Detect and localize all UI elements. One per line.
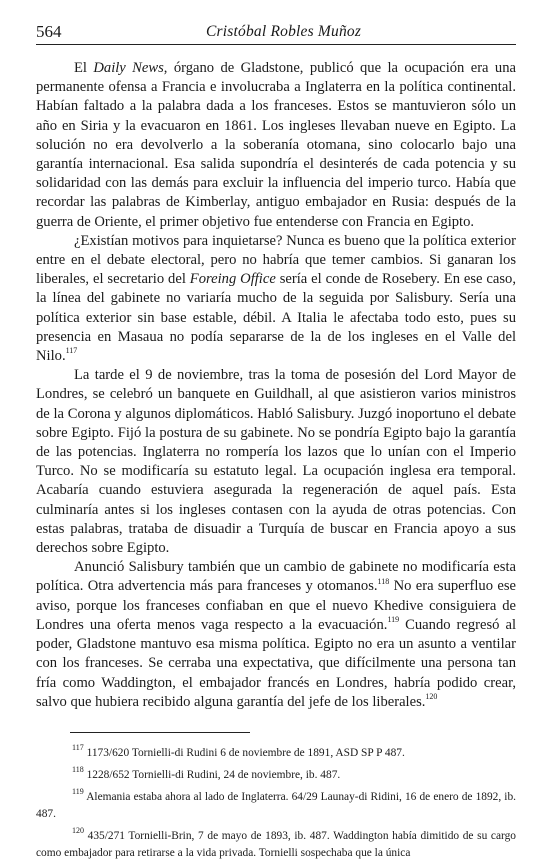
newspaper-name: Daily News bbox=[93, 60, 164, 76]
footnote-reference[interactable]: 118 bbox=[377, 576, 390, 586]
running-head: Cristóbal Robles Muñoz bbox=[206, 23, 362, 40]
footnote-reference[interactable]: 119 bbox=[387, 615, 400, 625]
footnote-number: 118 bbox=[72, 765, 84, 775]
footnote-number: 119 bbox=[72, 787, 84, 797]
footnote-number: 117 bbox=[72, 743, 84, 753]
footnote: $^{120}$ 435/271 Tornielli-Brin, 7 de mayo de 1893, ib. 487. Waddington había dimitido de su cargo como embajador para retirarse a la vida privada. Tornielli sospechaba que la única bbox=[36, 826, 516, 859]
footnote: $^{117}$ 1173/620 Tornielli-di Rudini 6 de noviembre de 1891, ASD SP P 487. bbox=[72, 743, 405, 759]
paragraph: El Daily News, órgano de Gladstone, publicó que la ocupación era una permanente ofensa a Francia e involucraba a Inglaterra en la política continental. Habían faltado a la palabra dada a los franceses. Estos se mantuvieron sólo un año en Siria y la evacuaron en 1861. Los ingleses llevaban nueve en Egipto. La solución no era devolverlo a la soberanía otomana, sino colocarlo bajo una garantía internacional. Esa salida supondría el desinterés de cada potencia y su solidaridad con las demás para excluir la influencia del imperio turco. Había que recordar las palabras de Kimberlay, antiguo embajador en Rusia: después de la guerra de Oriente, el primer objetivo fue entenderse con Francia en Egipto. bbox=[36, 60, 516, 230]
paragraph: Anunció Salisbury también que un cambio de gabinete no modificaría esta política. Otra advertencia más para franceses y otomanos.$^{118}$ No era superfluo ese aviso, porque los franceses confiaban en que el nuevo Khedive consiguiera de Londres una oferta menos vaga respecto a la evacuación.$^{119}$ Cuando regresó al poder, Gladstone mantuvo esa misma política. Egipto no era un asunto a ventilar con los franceses. Se cerraba una expectativa, que difícilmente una persona tan fría como Waddington, el embajador francés en Londres, habría podido crear, salvo que hubiera recibido alguna garantía del jefe de los liberales.$^{120}$ bbox=[36, 559, 516, 710]
book-page bbox=[36, 22, 516, 867]
footnote-reference[interactable]: 120 bbox=[425, 691, 438, 701]
footnote-reference[interactable]: 117 bbox=[65, 346, 78, 356]
paragraph: La tarde el 9 de noviembre, tras la toma de posesión del Lord Mayor de Londres, se celebró un banquete en Guildhall, al que asistieron varios ministros de la Corona y algunos diplomáticos. Habló Salisbury. Juzgó inoportuno el debate sobre Egipto. Fijó la postura de su gabinete. No se pondría Egipto bajo la garantía de las potencias. Inglaterra no rompería los lazos que lo unían con el Imperio Turco. No se modificaría su estatuto legal. La ocupación inglesa era temporal. Acabaría cuando estuviera asegurada la regeneración de aquel país. Esta culminaría antes si los ingleses contasen con la ayuda de otras potencias. Con estas palabras, trataba de disuadir a Turquía de buscar en Francia apoyo a sus derechos sobre Egipto. bbox=[36, 367, 516, 557]
footnote-number: 120 bbox=[72, 826, 84, 836]
page-header bbox=[36, 22, 516, 45]
paragraph: ¿Existían motivos para inquietarse? Nunca es bueno que la política exterior entre en el debate electoral, pero no habría que temer cambios. Si ganaran los liberales, el secretario del Foreing Office sería el conde de Rosebery. En ese caso, la línea del gabinete no variaría mucho de la seguida por Salisbury. Sería una política exterior sin base estable, débil. A Italia le afectaba todo esto, pues su presencia en Masaua no podía separarse de la de los ingleses en el Valle del Nilo.$^{117}$ bbox=[36, 232, 517, 365]
footnotes bbox=[36, 745, 516, 862]
footnote: $^{118}$ 1228/652 Tornielli-di Rudini, 24 de noviembre, ib. 487. bbox=[72, 765, 341, 781]
page-number: 564 bbox=[36, 22, 62, 41]
body-text bbox=[36, 59, 516, 712]
foreign-office-name: Foreing Office bbox=[189, 271, 276, 288]
footnote-separator bbox=[70, 732, 250, 733]
footnote: $^{119}$ Alemania estaba ahora al lado de Inglaterra. 64/29 Launay-di Ridini, 16 de enero de 1892, ib. 487. bbox=[36, 787, 517, 820]
